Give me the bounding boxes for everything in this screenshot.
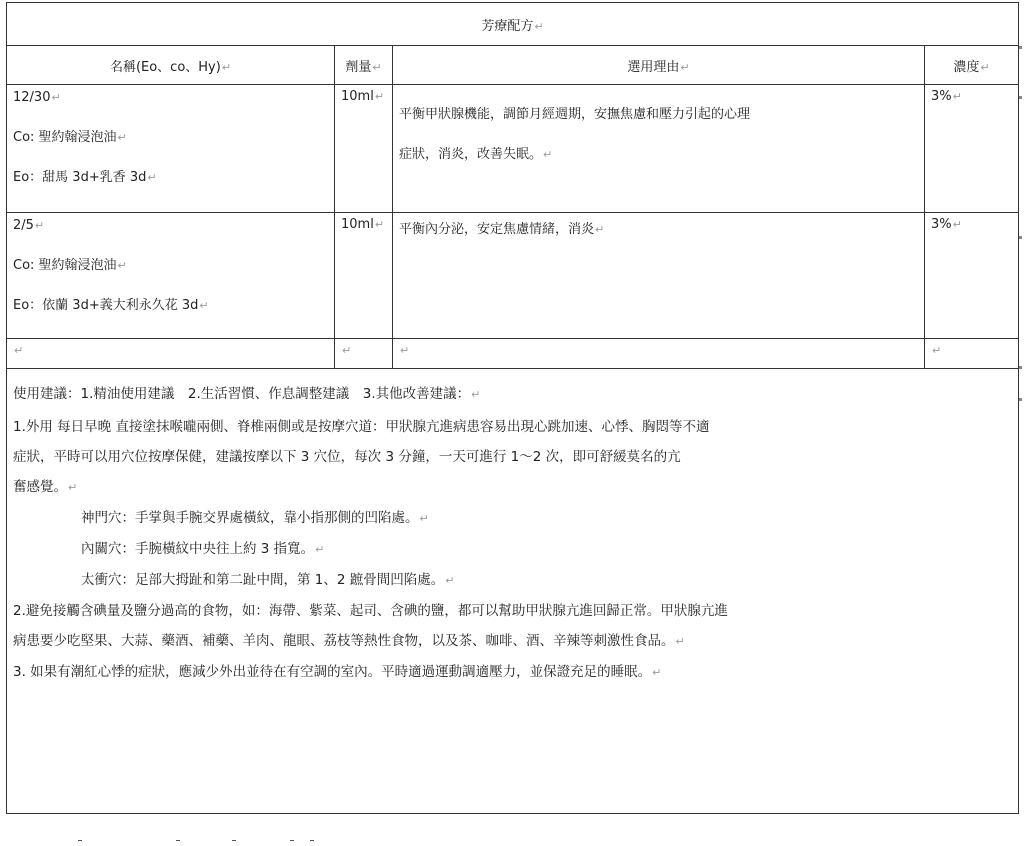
formula-carrier-oil: Co: 聖約翰浸泡油↵ [13,258,127,273]
table-title: 芳療配方 [481,18,534,34]
header-dose: 劑量↵ [335,46,393,85]
aromatherapy-table [6,2,1019,814]
header-concentration: 濃度↵ [925,46,1019,85]
advice-paragraph-2: 2.避免接觸含碘量及鹽分過高的食物，如：海帶、紫菜、起司、含碘的鹽，都可以幫助甲狀腺亢進回歸正常。甲狀腺亢進 病患要少吃堅果、大蒜、藥酒、補藥、羊肉、龍眼、荔枝等熱性食物，以及茶、咖啡、酒、辛辣等刺激性食品。↵ [13,603,728,649]
reason-text: 平衡內分泌，安定焦慮情緒，消炎↵ [399,222,605,237]
advice-heading: 使用建議：1.精油使用建議 2.生活習慣、作息調整建議 3.其他改善建議：↵ [13,386,481,402]
formula-cell [7,85,335,213]
reason-cell [393,85,925,213]
concentration-cell: 3%↵ [925,85,1019,213]
acupoint-neiguan: 內關穴：手腕橫紋中央往上約 3 指寬。↵ [81,541,325,557]
concentration-cell: 3%↵ [925,213,1019,339]
advice-paragraph-1: 1.外用 每日早晚 直接塗抹喉嚨兩側、脊椎兩側或是按摩穴道：甲狀腺亢進病患容易出現心跳加速、心悸、胸悶等不適 症狀，平時可以用穴位按摩保健，建議按摩以下 3 穴位，每次 3 分鐘，一天可進行 1～2 次，即可舒緩莫名的亢 奮感覺。↵ [13,419,710,495]
header-name: 名稱(Eo、co、Hy)↵ [7,46,335,85]
return-mark: ↵ [534,19,544,33]
empty-cell: ↵ [335,339,393,369]
formula-essential-oil: Eo：甜馬 3d+乳香 3d↵ [13,170,157,185]
reason-cell [393,213,925,339]
formula-date: 12/30↵ [13,90,61,105]
table-title-cell [7,3,1019,46]
dose-cell: 10ml↵ [335,213,393,339]
table-row-empty [7,339,1019,369]
footer-underline-marks [0,836,1024,846]
formula-date: 2/5↵ [13,218,45,233]
table-row [7,85,1019,213]
header-reason: 選用理由↵ [393,46,925,85]
empty-cell: ↵ [7,339,335,369]
formula-cell [7,213,335,339]
formula-essential-oil: Eo：依蘭 3d+義大利永久花 3d↵ [13,298,209,313]
acupoint-shenmen: 神門穴：手掌與手腕交界處橫紋，靠小指那側的凹陷處。↵ [81,510,429,526]
dose-cell: 10ml↵ [335,85,393,213]
advice-cell [7,369,1019,814]
table-row [7,213,1019,339]
acupoint-taichong: 太衝穴：足部大拇趾和第二趾中間，第 1、2 蹠骨間凹陷處。↵ [81,572,455,588]
advice-paragraph-3: 3. 如果有潮紅心悸的症狀，應減少外出並待在有空調的室內。平時適過運動調適壓力，並保證充足的睡眠。↵ [13,664,662,680]
empty-cell: ↵ [393,339,925,369]
empty-cell: ↵ [925,339,1019,369]
formula-carrier-oil: Co: 聖約翰浸泡油↵ [13,130,127,145]
reason-text: 平衡甲狀腺機能，調節月經週期，安撫焦慮和壓力引起的心理 症狀，消炎，改善失眠。↵ [399,107,751,162]
